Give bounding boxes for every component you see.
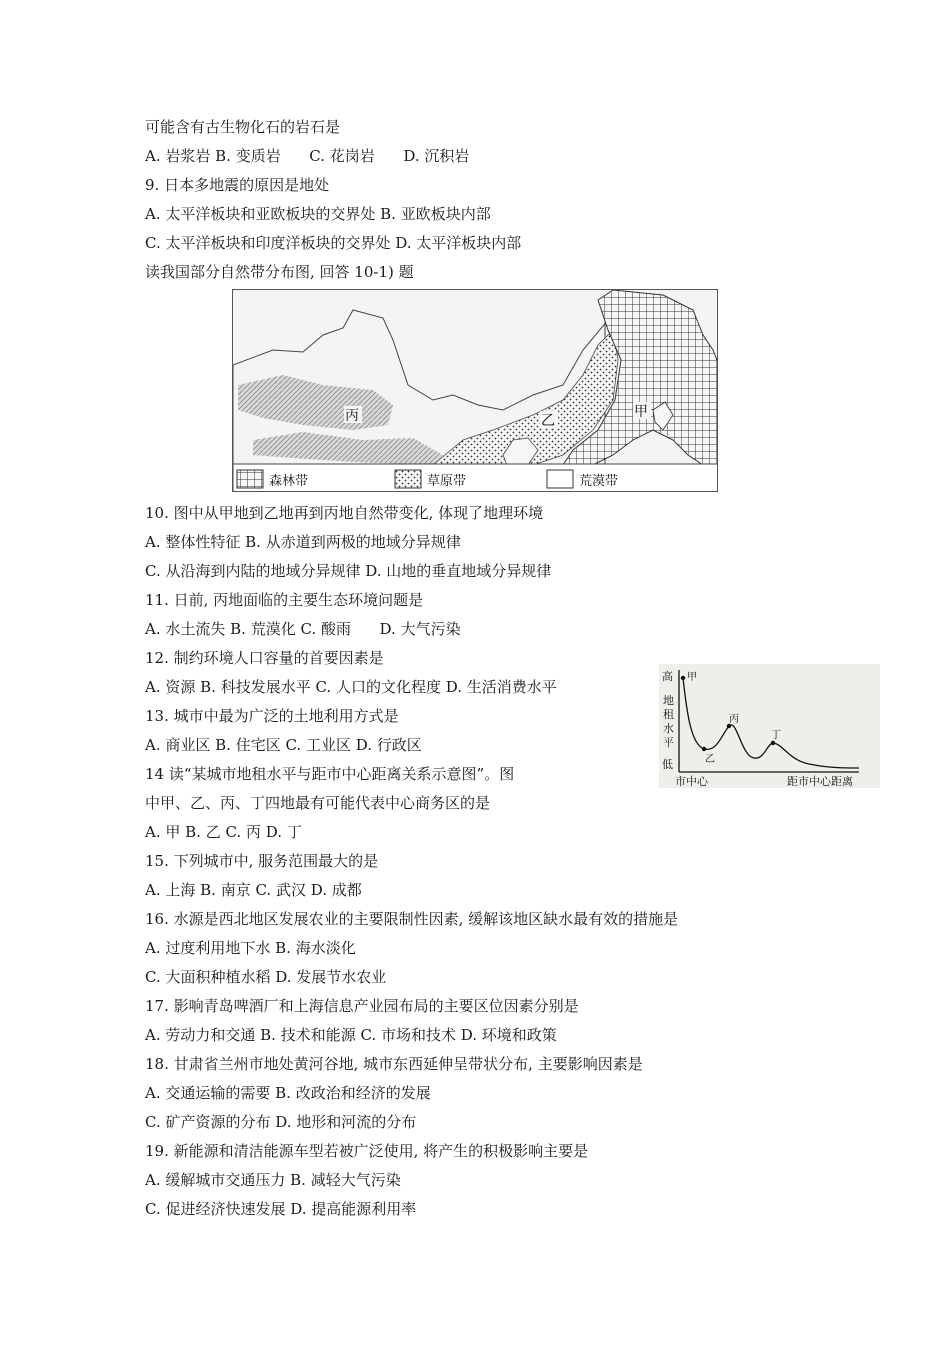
question-13-options: A. 商业区 B. 住宅区 C. 工业区 D. 行政区 bbox=[145, 736, 422, 754]
y-high-label: 高 bbox=[662, 670, 673, 683]
question-18-options-cd: C. 矿产资源的分布 D. 地形和河流的分布 bbox=[145, 1113, 417, 1131]
question-14-options: A. 甲 B. 乙 C. 丙 D. 丁 bbox=[145, 823, 302, 841]
question-9-stem: 9. 日本多地震的原因是地处 bbox=[145, 176, 330, 194]
point-bing-label: 丙 bbox=[729, 714, 739, 725]
y-axis-label-2: 租 bbox=[663, 708, 674, 721]
question-16-options-ab: A. 过度利用地下水 B. 海水淡化 bbox=[145, 939, 356, 957]
x-origin-label: 市中心 bbox=[675, 775, 708, 788]
x-axis-label: 距市中心距离 bbox=[787, 775, 853, 788]
y-low-label: 低 bbox=[662, 758, 673, 771]
question-10-options-cd: C. 从沿海到内陆的地域分异规律 D. 山地的垂直地域分异规律 bbox=[145, 562, 552, 580]
question-10-options-ab: A. 整体性特征 B. 从赤道到两极的地域分异规律 bbox=[145, 533, 461, 551]
question-19-stem: 19. 新能源和清洁能源车型若被广泛使用, 将产生的积极影响主要是 bbox=[145, 1142, 589, 1160]
y-axis-label-4: 平 bbox=[663, 736, 674, 749]
label-bing: 丙 bbox=[345, 408, 359, 424]
question-9-options-cd: C. 太平洋板块和印度洋板块的交界处 D. 太平洋板块内部 bbox=[145, 234, 522, 252]
question-14-stem-1: 14 读“某城市地租水平与距市中心距离关系示意图”。图 bbox=[145, 765, 515, 783]
question-14-stem-2: 中甲、乙、丙、丁四地最有可能代表中心商务区的是 bbox=[145, 794, 491, 812]
legend-desert-label: 荒漠带 bbox=[579, 474, 619, 489]
question-19-options-ab: A. 缓解城市交通压力 B. 减轻大气污染 bbox=[145, 1171, 401, 1189]
question-12-options: A. 资源 B. 科技发展水平 C. 人口的文化程度 D. 生活消费水平 bbox=[145, 678, 557, 696]
question-11-options: A. 水土流失 B. 荒漠化 C. 酸雨 D. 大气污染 bbox=[145, 620, 461, 638]
question-17-options: A. 劳动力和交通 B. 技术和能源 C. 市场和技术 D. 环境和政策 bbox=[145, 1026, 557, 1044]
rent-distance-graph bbox=[659, 664, 880, 788]
point-yi-label: 乙 bbox=[705, 754, 715, 765]
y-axis-label-3: 水 bbox=[663, 722, 674, 735]
question-19-options-cd: C. 促进经济快速发展 D. 提高能源利用率 bbox=[145, 1200, 417, 1218]
question-8-options: A. 岩浆岩 B. 变质岩 C. 花岗岩 D. 沉积岩 bbox=[145, 147, 470, 165]
label-jia: 甲 bbox=[634, 404, 648, 420]
question-13-stem: 13. 城市中最为广泛的土地利用方式是 bbox=[145, 707, 399, 725]
label-yi: 乙 bbox=[541, 413, 555, 429]
point-jia-label: 甲 bbox=[687, 672, 697, 683]
question-9-options-ab: A. 太平洋板块和亚欧板块的交界处 B. 亚欧板块内部 bbox=[145, 205, 491, 223]
point-jia bbox=[681, 676, 685, 680]
question-text-8-stem: 可能含有古生物化石的岩石是 bbox=[145, 118, 341, 136]
legend-desert-swatch bbox=[547, 470, 573, 488]
question-17-stem: 17. 影响青岛啤酒厂和上海信息产业园布局的主要区位因素分别是 bbox=[145, 997, 579, 1015]
question-10-stem: 10. 图中从甲地到乙地再到丙地自然带变化, 体现了地理环境 bbox=[145, 504, 544, 522]
point-yi bbox=[702, 747, 706, 751]
question-16-stem: 16. 水源是西北地区发展农业的主要限制性因素, 缓解该地区缺水最有效的措施是 bbox=[145, 910, 679, 928]
legend-forest-swatch bbox=[237, 470, 263, 488]
question-18-options-ab: A. 交通运输的需要 B. 改政治和经济的发展 bbox=[145, 1084, 431, 1102]
question-12-stem: 12. 制约环境人口容量的首要因素是 bbox=[145, 649, 384, 667]
question-15-stem: 15. 下列城市中, 服务范围最大的是 bbox=[145, 852, 379, 870]
question-15-options: A. 上海 B. 南京 C. 武汉 D. 成都 bbox=[145, 881, 362, 899]
legend-grassland-label: 草原带 bbox=[427, 474, 467, 489]
question-16-options-cd: C. 大面积种植水稻 D. 发展节水农业 bbox=[145, 968, 387, 986]
legend-grassland-swatch bbox=[395, 470, 421, 488]
question-18-stem: 18. 甘肃省兰州市地处黄河谷地, 城市东西延伸呈带状分布, 主要影响因素是 bbox=[145, 1055, 643, 1073]
natural-zone-map bbox=[232, 289, 718, 492]
map-question-intro: 读我国部分自然带分布图, 回答 10-1) 题 bbox=[145, 263, 414, 281]
point-ding bbox=[771, 741, 775, 745]
y-axis-label-1: 地 bbox=[663, 694, 674, 707]
point-ding-label: 丁 bbox=[771, 730, 781, 741]
legend-forest-label: 森林带 bbox=[269, 474, 309, 489]
question-11-stem: 11. 日前, 丙地面临的主要生态环境问题是 bbox=[145, 591, 424, 609]
